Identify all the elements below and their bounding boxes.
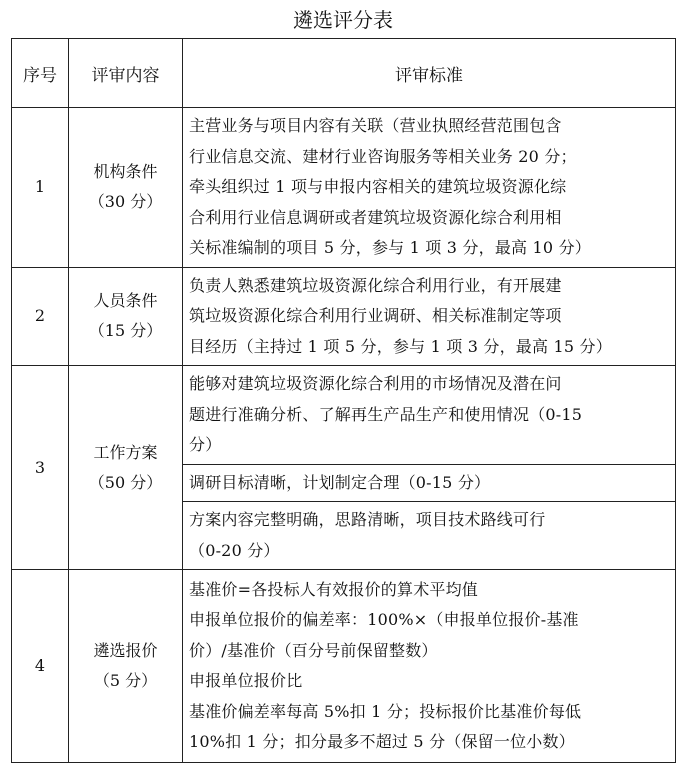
standard-line: 牵头组织过 1 项与申报内容相关的建筑垃圾资源化综: [189, 177, 567, 196]
table-row: [12, 108, 676, 268]
standard-line: 合利用行业信息调研或者建筑垃圾资源化综合利用相: [189, 207, 562, 227]
table-header-row: [12, 39, 676, 108]
review-item-name: 工作方案: [93, 442, 158, 462]
standard-line: 分）: [189, 435, 222, 454]
review-item-name: 人员条件: [93, 291, 158, 311]
row-number: 4: [12, 570, 69, 763]
standard-cell: [183, 108, 676, 268]
standard-line: 申报单位报价的偏差率：100%×（申报单位报价-基准: [189, 610, 579, 629]
standard-line: 目经历（主持过 1 项 5 分，参与 1 项 3 分，最高 15 分）: [189, 336, 612, 356]
standard-cell: [183, 366, 676, 465]
standard-line: 调研目标清晰，计划制定合理（0-15 分）: [189, 472, 491, 492]
standard-line: 方案内容完整明确，思路清晰，项目技术路线可行: [189, 510, 546, 529]
standard-cell: [183, 502, 676, 570]
review-content-cell: [69, 267, 183, 366]
review-content-cell: [69, 366, 183, 570]
standard-line: 能够对建筑垃圾资源化综合利用的市场情况及潜在问: [189, 374, 562, 393]
review-item-name: 机构条件: [93, 162, 158, 182]
review-item-points: （5 分）: [93, 671, 158, 690]
review-item-points: （50 分）: [88, 472, 163, 492]
row-number: 3: [12, 366, 69, 570]
standard-line: （0-20 分）: [189, 540, 280, 560]
review-content-cell: [69, 570, 183, 763]
review-item-points: （30 分）: [88, 192, 163, 212]
standard-line: 价）/基准价（百分号前保留整数）: [189, 640, 438, 660]
standard-line: 筑垃圾资源化综合利用行业调研、相关标准制定等项: [189, 306, 562, 325]
row-number: 1: [12, 108, 69, 268]
header-serial-number: 序号: [12, 39, 69, 108]
scoring-table: [11, 38, 676, 763]
standard-line: 10%扣 1 分；扣分最多不超过 5 分（保留一位小数）: [189, 732, 575, 751]
standard-line: 基准价=各投标人有效报价的算术平均值: [189, 579, 479, 599]
table-row: [12, 366, 676, 465]
standard-cell: [183, 464, 676, 502]
review-item-points: （15 分）: [88, 321, 163, 341]
standard-line: 题进行准确分析、了解再生产品生产和使用情况（0-15: [189, 404, 583, 424]
header-review-content: 评审内容: [69, 39, 183, 108]
review-item-name: 遴选报价: [93, 641, 158, 660]
table-row: [12, 267, 676, 366]
standard-line: 主营业务与项目内容有关联（营业执照经营范围包含: [189, 116, 562, 135]
standard-line: 负责人熟悉建筑垃圾资源化综合利用行业，有开展建: [189, 275, 562, 295]
header-review-standard: 评审标准: [183, 39, 676, 108]
standard-line: 申报单位报价比: [189, 671, 303, 690]
standard-line: 基准价偏差率每高 5%扣 1 分；投标报价比基准价每低: [189, 701, 582, 721]
standard-cell: [183, 267, 676, 366]
standard-line: 行业信息交流、建材行业咨询服务等相关业务 20 分；: [189, 146, 577, 166]
standard-cell: [183, 570, 676, 763]
page-title: 遴选评分表: [293, 8, 393, 32]
review-content-cell: [69, 108, 183, 268]
standard-line: 关标准编制的项目 5 分，参与 1 项 3 分，最高 10 分）: [189, 238, 591, 257]
table-row: [12, 570, 676, 763]
row-number: 2: [12, 267, 69, 366]
